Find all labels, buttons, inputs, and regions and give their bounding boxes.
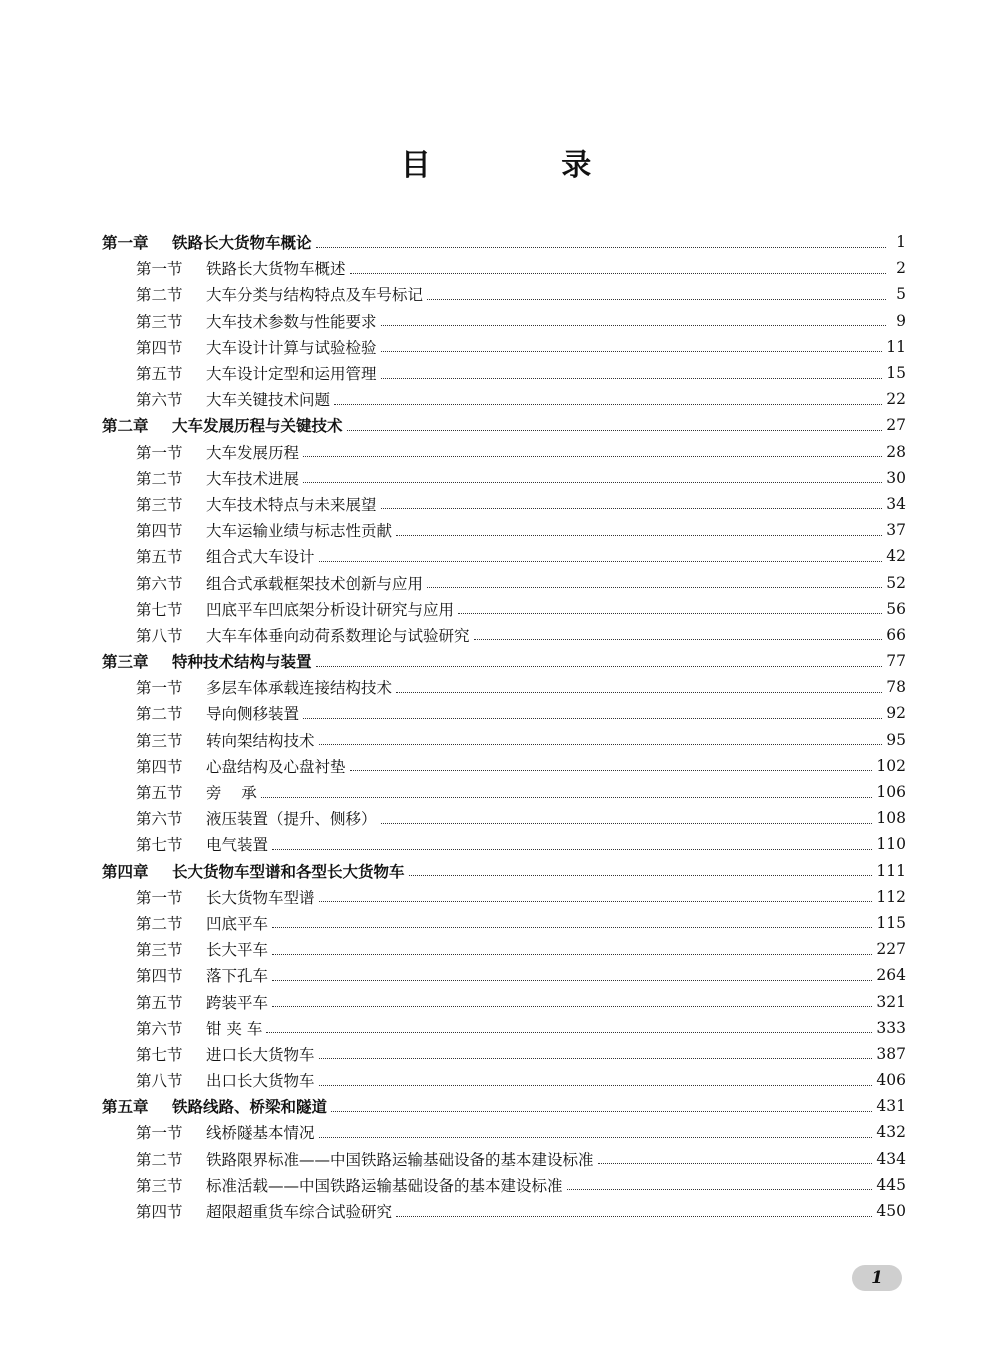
dot-leader — [347, 430, 883, 431]
toc-entry-title: 心盘结构及心盘衬垫 — [206, 757, 346, 776]
toc-entry-page: 111 — [876, 861, 906, 880]
toc-entry-page: 406 — [876, 1071, 906, 1090]
toc-entry-page: 387 — [876, 1044, 906, 1063]
dot-leader — [261, 797, 873, 798]
toc-section-row — [102, 1067, 906, 1093]
toc-entry-title: 长大货物车型谱和各型长大货物车 — [172, 862, 405, 881]
dot-leader — [427, 299, 886, 300]
toc-entry-label: 第六节 — [136, 810, 183, 829]
toc-entry-title: 大车技术进展 — [206, 469, 300, 488]
toc-section-row — [102, 884, 906, 910]
toc-entry-title: 铁路线路、桥梁和隧道 — [172, 1098, 328, 1117]
toc-entry-title: 超限超重货车综合试验研究 — [206, 1203, 393, 1222]
toc-entry-page: 37 — [886, 521, 906, 540]
toc-entry-label: 第一章 — [102, 234, 149, 253]
toc-entry-page: 52 — [886, 573, 906, 592]
toc-entry-label: 第六节 — [136, 1019, 183, 1038]
toc-entry-label: 第五节 — [136, 365, 183, 384]
toc-entry-page: 77 — [886, 652, 906, 671]
page-title: 目 录 — [400, 148, 652, 183]
toc-section-row — [102, 517, 906, 543]
dot-leader — [272, 954, 872, 955]
toc-entry-page: 432 — [876, 1123, 906, 1142]
toc-section-row — [102, 255, 906, 281]
toc-entry-title: 液压装置（提升、侧移） — [206, 810, 377, 829]
toc-entry-title: 铁路长大货物车概论 — [172, 234, 312, 253]
toc-entry-title: 大车发展历程与关键技术 — [172, 417, 343, 436]
toc-entry-label: 第七节 — [136, 600, 183, 619]
toc-entry-label: 第六节 — [136, 391, 183, 410]
toc-entry-page: 434 — [876, 1149, 906, 1168]
toc-section-row — [102, 962, 906, 988]
toc-entry-label: 第五节 — [136, 784, 183, 803]
toc-entry-page: 450 — [876, 1202, 906, 1221]
toc-entry-page: 108 — [876, 809, 906, 828]
toc-entry-page: 1 — [896, 233, 906, 252]
dot-leader — [598, 1163, 873, 1164]
toc-section-row — [102, 596, 906, 622]
toc-entry-page: 15 — [886, 364, 906, 383]
toc-entry-label: 第四节 — [136, 967, 183, 986]
toc-entry-label: 第五节 — [136, 548, 183, 567]
toc-entry-title: 铁路长大货物车概述 — [206, 260, 346, 279]
toc-entry-title: 大车设计定型和运用管理 — [206, 365, 377, 384]
toc-entry-label: 第三章 — [102, 653, 149, 672]
toc-section-row — [102, 491, 906, 517]
toc-entry-title: 长大货物车型谱 — [206, 888, 315, 907]
toc-section-row — [102, 805, 906, 831]
toc-section-row — [102, 569, 906, 595]
dot-leader — [427, 587, 882, 588]
toc-section-row — [102, 386, 906, 412]
toc-entry-label: 第一节 — [136, 443, 183, 462]
toc-section-row — [102, 910, 906, 936]
toc-entry-label: 第三节 — [136, 1176, 183, 1195]
toc-entry-page: 30 — [886, 468, 906, 487]
toc-entry-label: 第一节 — [136, 1124, 183, 1143]
toc-entry-title: 跨装平车 — [206, 993, 269, 1012]
toc-entry-title: 组合式大车设计 — [206, 548, 315, 567]
toc-section-row — [102, 465, 906, 491]
dot-leader — [319, 561, 883, 562]
toc-entry-page: 115 — [876, 913, 906, 932]
toc-entry-title: 凹底平车 — [206, 914, 269, 933]
dot-leader — [303, 482, 882, 483]
toc-entry-page: 78 — [886, 678, 906, 697]
toc-entry-label: 第三节 — [136, 312, 183, 331]
toc-entry-label: 第一节 — [136, 888, 183, 907]
toc-entry-page: 2 — [896, 259, 906, 278]
dot-leader — [316, 247, 886, 248]
toc-section-row — [102, 622, 906, 648]
toc-entry-title: 钳 夹 车 — [206, 1019, 263, 1038]
toc-entry-label: 第二节 — [136, 705, 183, 724]
dot-leader — [272, 849, 872, 850]
dot-leader — [319, 744, 883, 745]
toc-entry-label: 第八节 — [136, 1072, 183, 1091]
dot-leader — [319, 1085, 873, 1086]
dot-leader — [350, 273, 886, 274]
toc-entry-title: 长大平车 — [206, 941, 269, 960]
toc-entry-label: 第二节 — [136, 914, 183, 933]
toc-section-row — [102, 360, 906, 386]
toc-section-row — [102, 1119, 906, 1145]
toc-section-row — [102, 308, 906, 334]
dot-leader — [381, 325, 886, 326]
toc-section-row — [102, 779, 906, 805]
toc-entry-title: 导向侧移装置 — [206, 705, 300, 724]
toc-entry-page: 321 — [876, 992, 906, 1011]
toc-entry-page: 9 — [896, 311, 906, 330]
toc-entry-label: 第六节 — [136, 574, 183, 593]
toc-entry-title: 大车技术参数与性能要求 — [206, 312, 377, 331]
toc-entry-title: 线桥隧基本情况 — [206, 1124, 315, 1143]
toc-entry-label: 第三节 — [136, 941, 183, 960]
dot-leader — [331, 1111, 872, 1112]
toc-entry-page: 333 — [876, 1018, 906, 1037]
toc-entry-page: 227 — [876, 940, 906, 959]
toc-entry-title: 大车分类与结构特点及车号标记 — [206, 286, 424, 305]
dot-leader — [567, 1189, 873, 1190]
dot-leader — [381, 508, 883, 509]
toc-entry-title: 大车技术特点与未来展望 — [206, 495, 377, 514]
toc-entry-page: 5 — [896, 285, 906, 304]
toc-entry-page: 92 — [886, 704, 906, 723]
toc-chapter-row — [102, 1093, 906, 1119]
toc-entry-page: 56 — [886, 599, 906, 618]
toc-chapter-row — [102, 229, 906, 255]
toc-entry-page: 27 — [886, 416, 906, 435]
toc-section-row — [102, 1146, 906, 1172]
dot-leader — [381, 378, 883, 379]
toc-entry-page: 110 — [876, 835, 906, 854]
toc-entry-label: 第四节 — [136, 522, 183, 541]
toc-entry-label: 第二节 — [136, 286, 183, 305]
toc-chapter-row — [102, 648, 906, 674]
dot-leader — [458, 613, 882, 614]
toc-entry-page: 112 — [876, 887, 906, 906]
toc-entry-title: 铁路限界标准——中国铁路运输基础设备的基本建设标准 — [206, 1150, 594, 1169]
toc-entry-label: 第七节 — [136, 1045, 183, 1064]
toc-entry-title: 凹底平车凹底架分析设计研究与应用 — [206, 600, 455, 619]
toc-entry-label: 第四节 — [136, 1203, 183, 1222]
toc-entry-page: 95 — [886, 730, 906, 749]
toc-section-row — [102, 674, 906, 700]
toc-entry-title: 出口长大货物车 — [206, 1072, 315, 1091]
toc-section-row — [102, 831, 906, 857]
toc-entry-page: 264 — [876, 966, 906, 985]
toc-entry-label: 第四章 — [102, 862, 149, 881]
toc-entry-label: 第八节 — [136, 626, 183, 645]
toc-chapter-row — [102, 858, 906, 884]
toc-entry-label: 第二节 — [136, 1150, 183, 1169]
toc-entry-label: 第二节 — [136, 469, 183, 488]
toc-section-row — [102, 1041, 906, 1067]
dot-leader — [409, 875, 873, 876]
dot-leader — [319, 901, 873, 902]
toc-entry-label: 第二章 — [102, 417, 149, 436]
toc-entry-title: 大车车体垂向动荷系数理论与试验研究 — [206, 626, 470, 645]
toc-section-row — [102, 543, 906, 569]
dot-leader — [316, 666, 883, 667]
toc-entry-label: 第七节 — [136, 836, 183, 855]
toc-entry-title: 标准活载——中国铁路运输基础设备的基本建设标准 — [206, 1176, 563, 1195]
toc-entry-page: 102 — [876, 756, 906, 775]
toc-chapter-row — [102, 412, 906, 438]
toc-entry-page: 106 — [876, 783, 906, 802]
dot-leader — [381, 351, 883, 352]
toc-entry-title: 进口长大货物车 — [206, 1045, 315, 1064]
toc-entry-page: 431 — [876, 1097, 906, 1116]
toc-section-row — [102, 753, 906, 779]
toc-section-row — [102, 281, 906, 307]
dot-leader — [350, 770, 873, 771]
toc-entry-title: 大车运输业绩与标志性贡献 — [206, 522, 393, 541]
toc-entry-label: 第三节 — [136, 495, 183, 514]
page-number-badge: 1 — [852, 1265, 902, 1291]
dot-leader — [319, 1058, 873, 1059]
toc-section-row — [102, 700, 906, 726]
dot-leader — [381, 823, 873, 824]
dot-leader — [303, 456, 882, 457]
toc-entry-label: 第五节 — [136, 993, 183, 1012]
toc-section-row — [102, 439, 906, 465]
toc-entry-title: 大车发展历程 — [206, 443, 300, 462]
toc-entry-title: 大车设计计算与试验检验 — [206, 338, 377, 357]
dot-leader — [396, 535, 882, 536]
toc-entry-page: 66 — [886, 625, 906, 644]
dot-leader — [303, 718, 882, 719]
dot-leader — [319, 1137, 873, 1138]
toc-section-row — [102, 1015, 906, 1041]
dot-leader — [272, 980, 872, 981]
toc-entry-label: 第一节 — [136, 260, 183, 279]
toc-entry-title: 多层车体承载连接结构技术 — [206, 679, 393, 698]
toc-entry-page: 28 — [886, 442, 906, 461]
toc-entry-page: 11 — [886, 337, 906, 356]
dot-leader — [272, 927, 872, 928]
toc-section-row — [102, 727, 906, 753]
toc-entry-label: 第三节 — [136, 731, 183, 750]
toc-entry-page: 42 — [886, 547, 906, 566]
dot-leader — [396, 1216, 872, 1217]
dot-leader — [396, 692, 882, 693]
toc-entry-label: 第四节 — [136, 757, 183, 776]
toc-section-row — [102, 1172, 906, 1198]
toc-entry-label: 第一节 — [136, 679, 183, 698]
toc-entry-title: 特种技术结构与装置 — [172, 653, 312, 672]
dot-leader — [266, 1032, 872, 1033]
toc-section-row — [102, 988, 906, 1014]
toc-entry-title: 旁 承 — [206, 784, 257, 803]
toc-entry-title: 转向架结构技术 — [206, 731, 315, 750]
toc-entry-label: 第五章 — [102, 1098, 149, 1117]
toc-entry-title: 电气装置 — [206, 836, 269, 855]
dot-leader — [474, 639, 883, 640]
table-of-contents — [102, 229, 906, 1224]
toc-entry-page: 445 — [876, 1175, 906, 1194]
dot-leader — [334, 404, 882, 405]
toc-entry-page: 34 — [886, 494, 906, 513]
toc-entry-title: 组合式承载框架技术创新与应用 — [206, 574, 424, 593]
dot-leader — [272, 1006, 872, 1007]
toc-entry-label: 第四节 — [136, 338, 183, 357]
toc-section-row — [102, 1198, 906, 1224]
toc-entry-title: 落下孔车 — [206, 967, 269, 986]
toc-section-row — [102, 936, 906, 962]
toc-entry-page: 22 — [886, 390, 906, 409]
toc-section-row — [102, 334, 906, 360]
toc-entry-title: 大车关键技术问题 — [206, 391, 331, 410]
